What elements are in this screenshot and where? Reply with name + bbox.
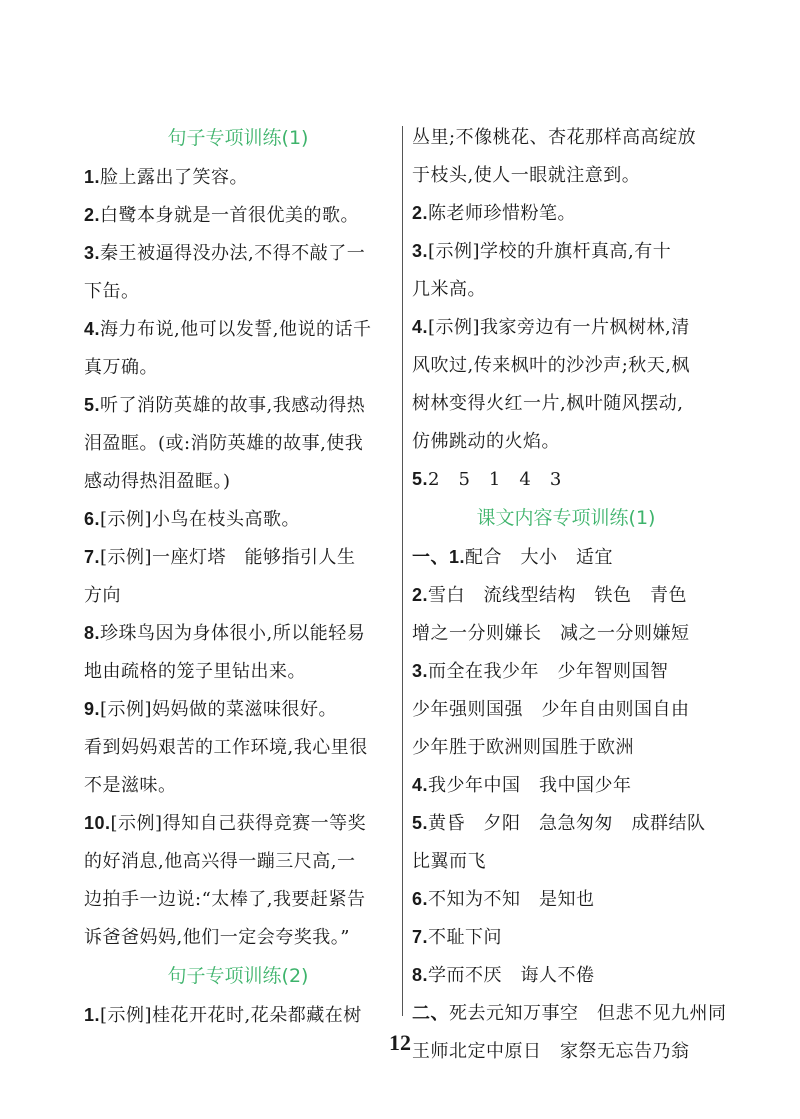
answer-text: 仿佛跳动的火焰。 [412, 431, 560, 452]
answer-line [412, 232, 720, 270]
item-number: 6. [84, 509, 101, 529]
answer-line [84, 462, 392, 500]
answer-text: 陈老师珍惜粉笔。 [428, 203, 577, 224]
answer-line [412, 880, 720, 918]
answer-line [84, 918, 392, 956]
answer-line [84, 576, 392, 614]
answer-text: [示例]桂花开花时,花朵都藏在树 [100, 1005, 362, 1026]
item-number: 10. [84, 813, 111, 833]
answer-line [412, 728, 720, 766]
answer-line [412, 690, 720, 728]
answer-line [412, 270, 720, 308]
answer-line [84, 310, 392, 348]
item-number: 5. [412, 469, 429, 489]
answer-line [84, 196, 392, 234]
answer-text: 不耻下问 [428, 927, 503, 948]
answer-line [412, 538, 720, 576]
answer-text: [示例]一座灯塔 能够指引人生 [100, 547, 356, 568]
answer-text: 增之一分则嫌长 减之一分则嫌短 [412, 623, 690, 644]
answer-text: [示例]我家旁边有一片枫树林,清 [428, 317, 690, 338]
answer-line [84, 386, 392, 424]
answer-line [412, 614, 720, 652]
answer-text: 黄昏 夕阳 急急匆匆 成群结队 [428, 813, 706, 834]
answer-text: 几米高。 [412, 279, 486, 300]
answer-line [412, 308, 720, 346]
answer-text: 泪盈眶。(或:消防英雄的故事,使我 [84, 433, 364, 454]
answer-line [84, 690, 392, 728]
answer-line [412, 576, 720, 614]
right-column [412, 118, 727, 1070]
item-number: 8. [412, 965, 429, 985]
answer-text: 感动得热泪盈眶。) [84, 471, 231, 492]
answer-text: 王师北定中原日 家祭无忘告乃翁 [412, 1041, 690, 1062]
answer-line [412, 156, 720, 194]
answer-line [412, 956, 720, 994]
answer-line [84, 424, 392, 462]
item-number: 二、 [412, 1003, 449, 1023]
answer-text: 下缶。 [84, 281, 140, 302]
item-number: 4. [84, 319, 101, 339]
item-number: 7. [412, 927, 429, 947]
item-number: 1. [84, 1005, 101, 1025]
item-number: 9. [84, 699, 101, 719]
item-number: 1. [84, 167, 101, 187]
answer-text: 看到妈妈艰苦的工作环境,我心里很 [84, 737, 368, 758]
item-number: 3. [84, 243, 101, 263]
item-number: 5. [84, 395, 101, 415]
answer-line [84, 538, 392, 576]
answer-text: 诉爸爸妈妈,他们一定会夸奖我。” [84, 927, 350, 948]
answer-text: 海力布说,他可以发誓,他说的话千 [100, 319, 372, 340]
item-number: 4. [412, 775, 429, 795]
answer-line [84, 880, 392, 918]
answer-text: [示例]得知自己获得竞赛一等奖 [110, 813, 367, 834]
answer-text: 而全在我少年 少年智则国智 [428, 661, 669, 682]
answer-text: 丛里;不像桃花、杏花那样高高绽放 [412, 127, 697, 148]
answer-line [412, 118, 720, 156]
item-number: 一、1. [412, 547, 466, 567]
item-number: 8. [84, 623, 101, 643]
item-number: 4. [412, 317, 429, 337]
answer-text: 不是滋味。 [84, 775, 177, 796]
column-divider [402, 126, 403, 1016]
answer-line [84, 996, 392, 1034]
page-number: 12 [389, 1030, 411, 1055]
answer-text: 秦王被逼得没办法,不得不敲了一 [100, 243, 366, 264]
item-number: 2. [84, 205, 101, 225]
answer-text: 珍珠鸟因为身体很小,所以能轻易 [100, 623, 366, 644]
answer-text: [示例]学校的升旗杆真高,有十 [428, 241, 672, 262]
answer-text: 白鹭本身就是一首很优美的歌。 [100, 205, 360, 226]
section-heading: 句子专项训练(2) [167, 965, 309, 987]
item-number: 2. [412, 585, 429, 605]
answer-text: 地由疏格的笼子里钻出来。 [84, 661, 306, 682]
answer-text: 脸上露出了笑容。 [100, 167, 249, 188]
answer-text: [示例]小鸟在枝头高歌。 [100, 509, 301, 530]
answer-text: 不知为不知 是知也 [428, 889, 595, 910]
answer-line [84, 652, 392, 690]
answer-line [84, 766, 392, 804]
answer-line [84, 158, 392, 196]
section-heading: 课文内容专项训练(1) [476, 507, 656, 529]
item-number: 2. [412, 203, 429, 223]
answer-line [412, 652, 720, 690]
item-number: 3. [412, 661, 429, 681]
answer-text: 听了消防英雄的故事,我感动得热 [100, 395, 366, 416]
item-number: 6. [412, 889, 429, 909]
answer-line [84, 614, 392, 652]
answer-line [84, 348, 392, 386]
answer-line [412, 766, 720, 804]
answer-line [84, 842, 392, 880]
answer-text: 方向 [84, 585, 121, 606]
answer-text: 比翼而飞 [412, 851, 486, 872]
answer-text: 学而不厌 诲人不倦 [428, 965, 595, 986]
answer-text: 少年胜于欧洲则国胜于欧洲 [412, 737, 634, 758]
answer-line [412, 384, 720, 422]
item-number: 3. [412, 241, 429, 261]
answer-line [84, 728, 392, 766]
answer-text: 于枝头,使人一眼就注意到。 [412, 165, 641, 186]
answer-line [412, 460, 720, 498]
answer-text: 配合 大小 适宜 [465, 547, 614, 568]
answer-text: 边拍手一边说:“太棒了,我要赶紧告 [84, 889, 366, 910]
answer-line [412, 422, 720, 460]
answer-line [84, 500, 392, 538]
answer-text: 我少年中国 我中国少年 [428, 775, 632, 796]
answer-text: 雪白 流线型结构 铁色 青色 [428, 585, 688, 606]
answer-line [412, 194, 720, 232]
left-column [84, 118, 392, 1034]
answer-line [412, 842, 720, 880]
answer-text: 的好消息,他高兴得一蹦三尺高,一 [84, 851, 356, 872]
answer-line [412, 994, 727, 1032]
answer-text: 少年强则国强 少年自由则国自由 [412, 699, 690, 720]
answer-text: 2 5 1 4 3 [428, 469, 562, 490]
answer-text: 死去元知万事空 但悲不见九州同 [449, 1003, 727, 1024]
answer-line [84, 234, 392, 272]
answer-text: [示例]妈妈做的菜滋味很好。 [100, 699, 338, 720]
answer-line [84, 804, 392, 842]
answer-line [412, 918, 720, 956]
answer-line [412, 346, 720, 384]
section-heading: 句子专项训练(1) [167, 127, 309, 149]
answer-text: 风吹过,传来枫叶的沙沙声;秋天,枫 [412, 355, 691, 376]
answer-line [412, 804, 720, 842]
item-number: 7. [84, 547, 101, 567]
answer-text: 树林变得火红一片,枫叶随风摆动, [412, 393, 684, 414]
item-number: 5. [412, 813, 429, 833]
answer-text: 真万确。 [84, 357, 158, 378]
answer-line [84, 272, 392, 310]
